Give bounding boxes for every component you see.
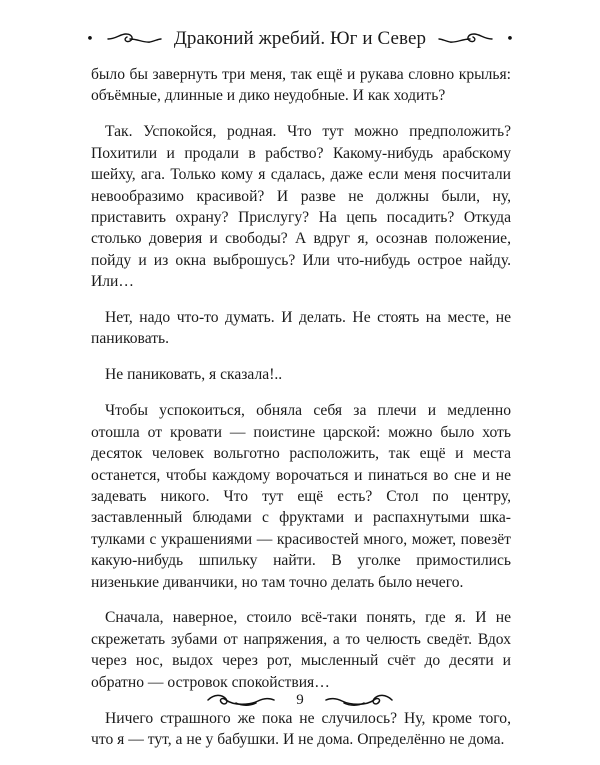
paragraph: Не паниковать, я сказала!.. [105, 366, 283, 384]
running-header [0, 22, 600, 56]
paragraph: Ничего страшного же пока не случилось? Ну, кроме того, что я — тут, а не у бабушки. И не дома. Определённо не дома. [91, 709, 511, 748]
flourish-right-icon [438, 30, 494, 48]
paragraph: Сначала, наверное, стоило всё-таки понять, где я. И не скрежетать зубами от напряжения, а то челюсть сведёт. Вдох через нос, выдох через рот, мысленный счёт до десяти и обратно — островок спокойствия… [91, 609, 511, 691]
paragraph: Так. Успокойся, родная. Что тут можно предположить? Похитили и продали в рабство? Какому-нибудь арабскому шейху, ага. Только кому я сдалась, даже если меня посчитали невообразимо красивой? И разве не должны были, ну, приставить охрану? Прислугу? На цепь посадить? Откуда столько доверия и свободы? А вдруг я, осознав положение, пойду и из окна выброшусь? Или что-нибудь острое найду. Или… [91, 123, 511, 291]
running-header-title: Драконий жребий. Юг и Север [173, 28, 427, 49]
paragraph: Чтобы успокоиться, обняла себя за плечи и медленно отошла от кровати — поистине царской: можно было хоть десяток человек вольготно расположить, так ещё и места останется, чтобы каждому ворочаться и пинаться во сне и не задевать никого. Что тут ещё есть? Стол по центру, заставленный блюдами с фруктами и распахнутыми шкатулками с украшениями — красивостей много, может, повезёт какую-нибудь шпильку найти. В уголке примостились низенькие диванчики, но там точно делать было нечего. [91, 402, 511, 591]
flourish-left-icon [206, 690, 276, 710]
page-number: 9 [296, 691, 304, 708]
body-text [91, 64, 511, 765]
paragraph: Нет, надо что-то думать. И делать. Не стоять на месте, не паниковать. [91, 309, 511, 348]
bullet-icon: • [506, 31, 514, 47]
flourish-left-icon [106, 30, 162, 48]
paragraph: было бы завернуть три меня, так ещё и рукава словно крылья: объёмные, длинные и дико неудобные. И как ходить? [91, 66, 511, 105]
flourish-right-icon [324, 690, 394, 710]
bullet-icon: • [86, 31, 94, 47]
running-footer [0, 686, 600, 714]
